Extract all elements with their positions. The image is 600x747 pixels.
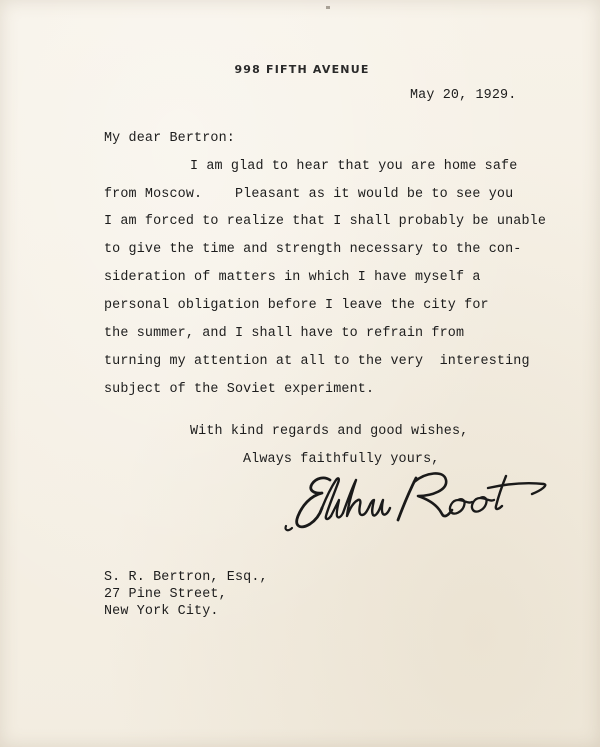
recipient-address-line: 27 Pine Street, — [104, 587, 227, 602]
body-line: to give the time and strength necessary to the con- — [104, 242, 522, 257]
body-line: the summer, and I shall have to refrain from — [104, 326, 465, 341]
paper-mark — [326, 6, 330, 9]
body-line: turning my attention at all to the very interesting — [104, 354, 530, 369]
closing-valediction: Always faithfully yours, — [243, 452, 440, 467]
letter-date: May 20, 1929. — [410, 88, 517, 103]
letterhead-address: 998 FIFTH AVENUE — [234, 63, 370, 76]
body-line: I am glad to hear that you are home safe — [190, 159, 518, 174]
recipient-address-line: New York City. — [104, 604, 219, 619]
handwritten-signature — [280, 450, 555, 540]
body-line: from Moscow. Pleasant as it would be to see you — [104, 187, 514, 202]
body-line: subject of the Soviet experiment. — [104, 382, 375, 397]
salutation: My dear Bertron: — [104, 131, 235, 146]
body-line: sideration of matters in which I have myself a — [104, 270, 481, 285]
body-line: I am forced to realize that I shall probably be unable — [104, 214, 547, 229]
recipient-address-line: S. R. Bertron, Esq., — [104, 570, 268, 585]
body-line: personal obligation before I leave the city for — [104, 298, 489, 313]
closing-regards: With kind regards and good wishes, — [190, 424, 469, 439]
